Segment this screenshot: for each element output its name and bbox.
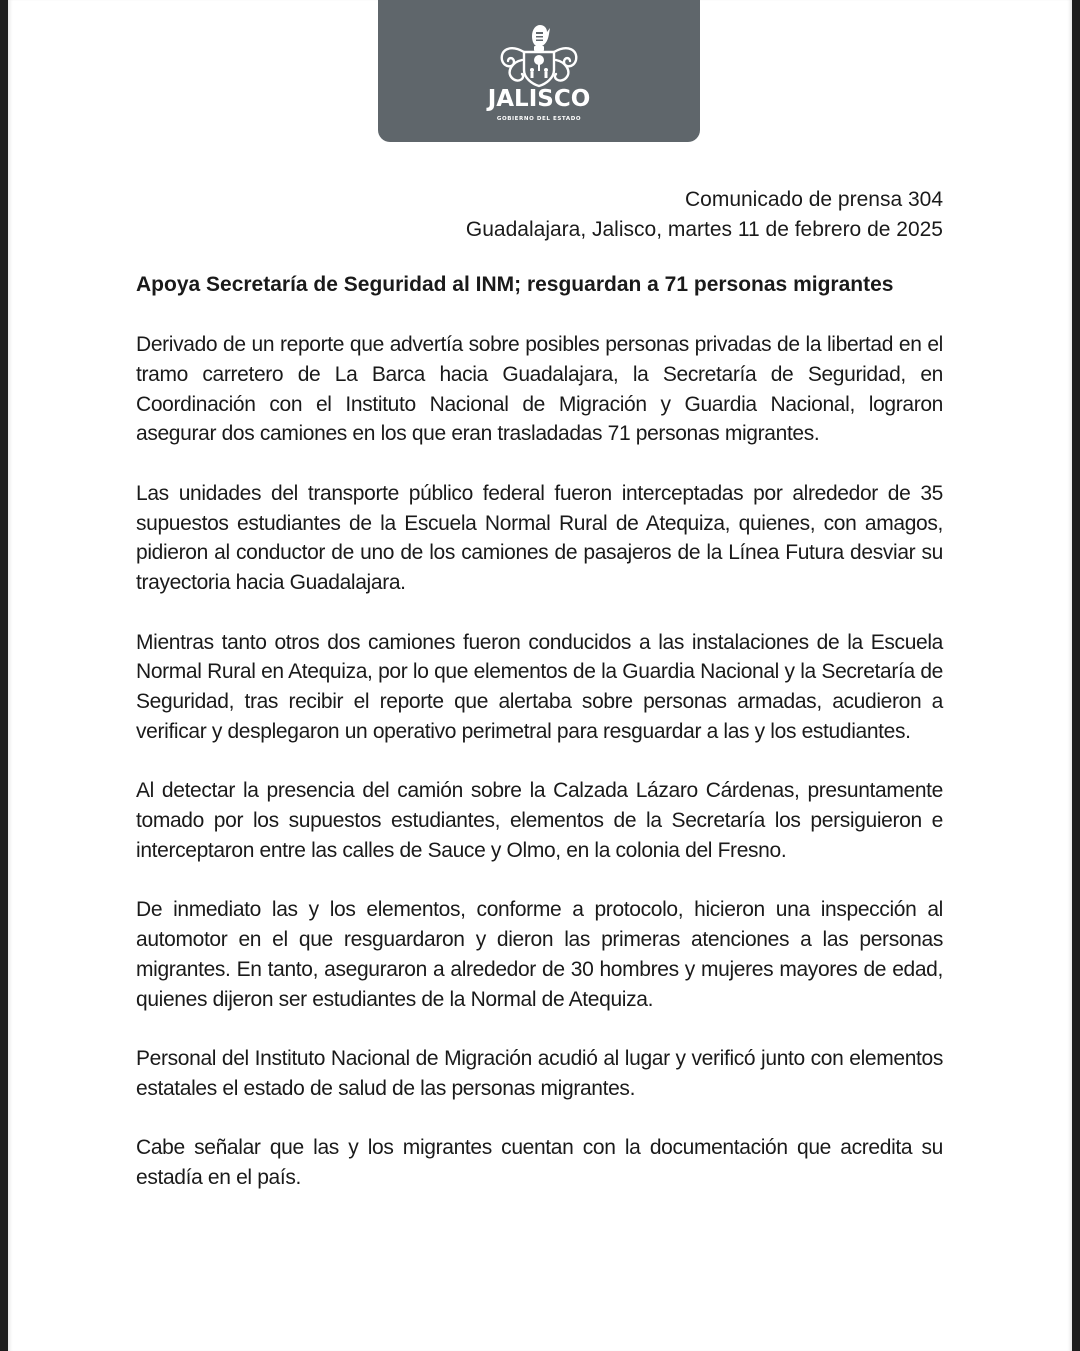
- article-body: [136, 270, 943, 1222]
- paragraph: Derivado de un reporte que advertía sobre posibles personas privadas de la libertad en el tramo carretero de La Barca hacia Guadalajara, la Secretaría de Seguridad, en Coordinación con el Instituto Nacional de Migración y Guardia Nacional, lograron asegurar dos camiones en los que eran trasladadas 71 personas migrantes.: [136, 333, 943, 446]
- jalisco-crest-icon: [496, 22, 582, 88]
- logo-subtitle: GOBIERNO DEL ESTADO: [496, 116, 582, 122]
- paragraph: Al detectar la presencia del camión sobre la Calzada Lázaro Cárdenas, presuntamente tomado por los supuestos estudiantes, elementos de la Secretaría los persiguieron e interceptaron entre las calles de Sauce y Olmo, en la colonia del Fresno.: [136, 779, 943, 862]
- dateline-block: [466, 185, 943, 245]
- jalisco-logo-header: [378, 0, 700, 142]
- dateline: Guadalajara, Jalisco, martes 11 de febrero de 2025: [465, 218, 943, 241]
- paragraph: Personal del Instituto Nacional de Migración acudió al lugar y verificó junto con elementos estatales el estado de salud de las personas migrantes.: [136, 1047, 943, 1100]
- paragraph: Cabe señalar que las y los migrantes cuentan con la documentación que acredita su estadía en el país.: [136, 1136, 943, 1190]
- document-page: [8, 0, 1072, 1351]
- release-number: Comunicado de prensa 304: [684, 188, 943, 211]
- paragraph: De inmediato las y los elementos, conforme a protocolo, hicieron una inspección al automotor en el que resguardaron y dieron las primeras atenciones a las personas migrantes. En tanto, aseguraron a alrededor de 30 hombres y mujeres mayores de edad, quienes dijeron ser estudiantes de la Normal de Atequiza.: [136, 898, 943, 1011]
- headline: Apoya Secretaría de Seguridad al INM; resguardan a 71 personas migrantes: [136, 273, 894, 296]
- paragraph: Las unidades del transporte público federal fueron interceptadas por alrededor de 35 supuestos estudiantes de la Escuela Normal Rural de Atequiza, quienes, con amagos, pidieron al conductor de uno de los camiones de pasajeros de la Línea Futura desviar su trayectoria hacia Guadalajara.: [136, 481, 943, 595]
- paragraph: Mientras tanto otros dos camiones fueron conducidos a las instalaciones de la Escuela Normal Rural en Atequiza, por lo que elementos de la Guardia Nacional y la Secretaría de Seguridad, tras recibir el reporte que alertaba sobre personas armadas, acudieron a verificar y desplegaron un operativo perimetral para resguardar a las y los estudiantes.: [136, 630, 943, 743]
- logo-title: JALISCO: [487, 86, 591, 112]
